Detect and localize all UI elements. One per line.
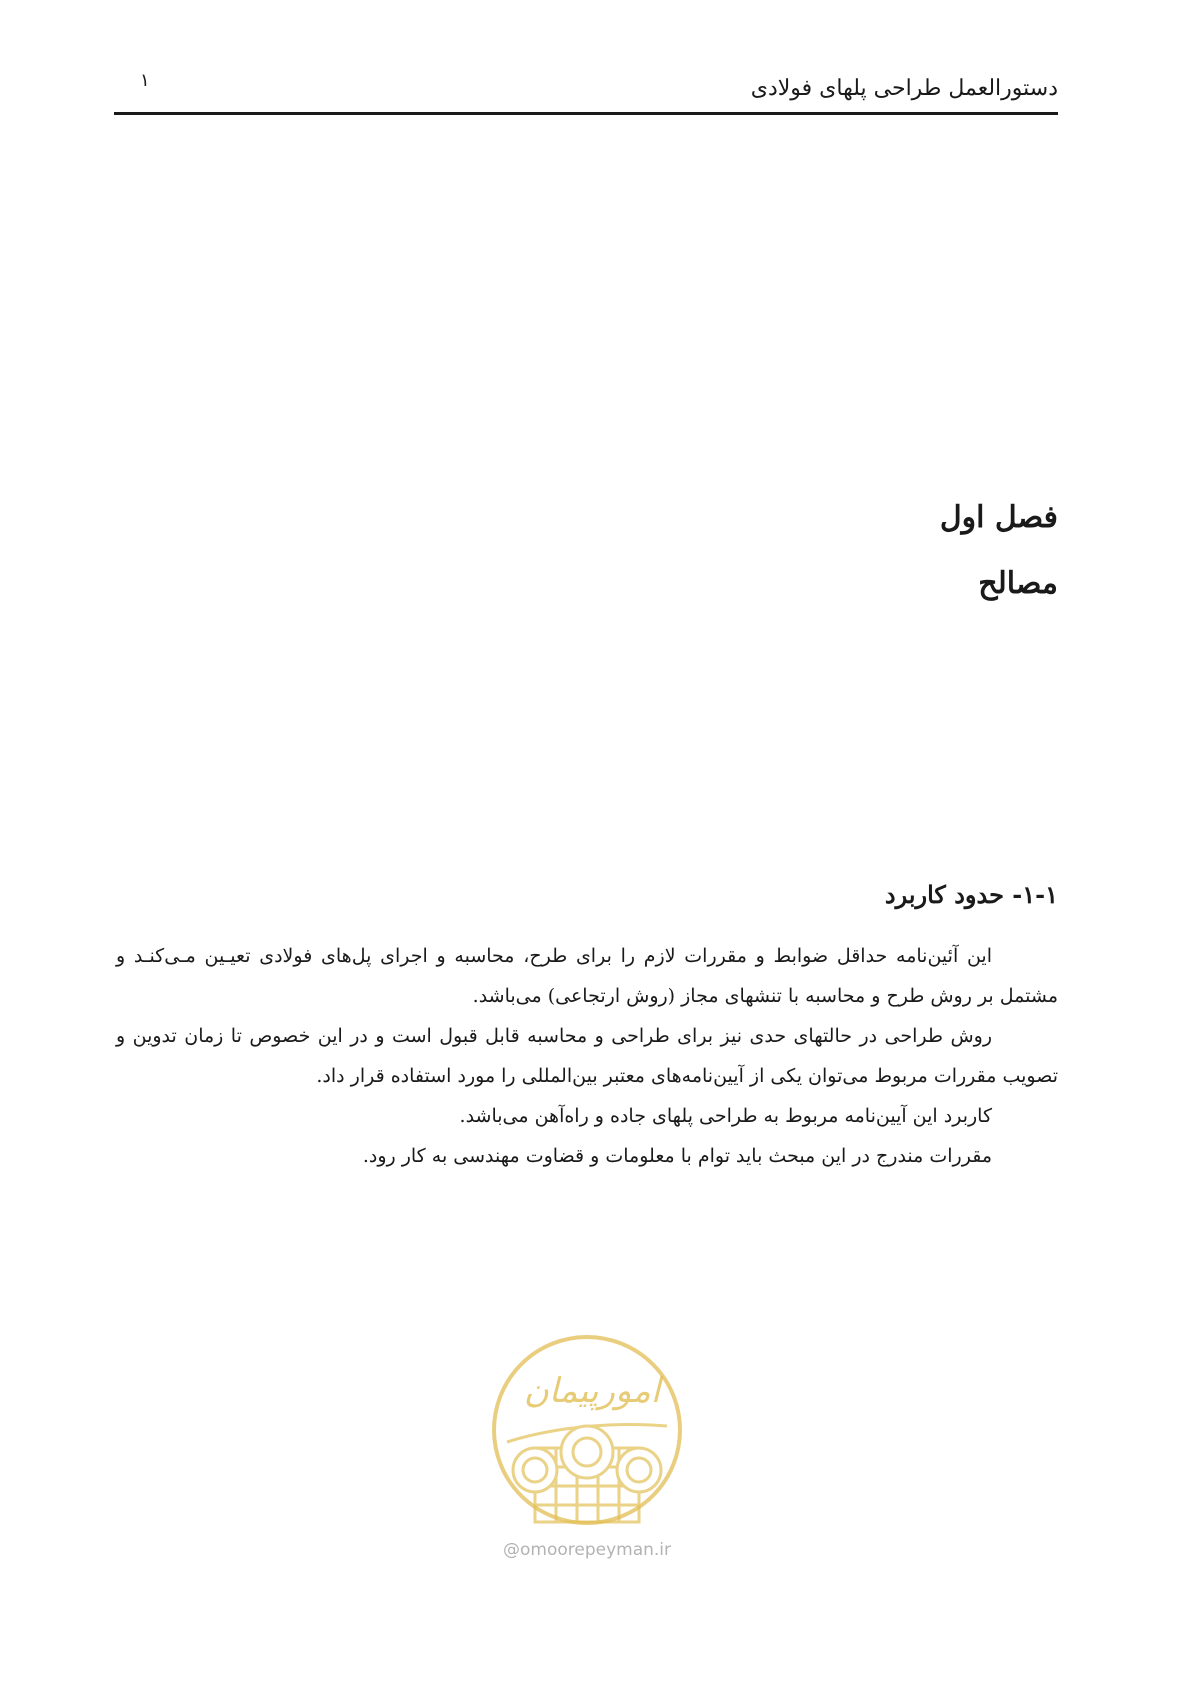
page-number: ۱ [140, 70, 150, 91]
watermark-logo-icon [487, 1330, 687, 1530]
paragraph: کاربرد این آیین‌نامه مربوط به طراحی پلهای جاده و راه‌آهن می‌باشد. [459, 1105, 992, 1127]
section-heading: ۱-۱- حدود کاربرد [884, 880, 1058, 909]
chapter-number: فصل اول [939, 500, 1058, 535]
chapter-title: مصالح [978, 566, 1058, 601]
paragraph: مقررات مندرج در این مبحث باید توام با معلومات و قضاوت مهندسی به کار رود. [362, 1145, 992, 1167]
header-rule [114, 112, 1058, 115]
watermark-logo-text: امورپیمان [523, 1371, 661, 1411]
watermark-url: @omoorepeyman.ir [502, 1540, 672, 1560]
body-text [116, 936, 1058, 1176]
paragraph: این آئین‌نامه حداقل ضوابط و مقررات لازم را برای طرح، محاسبه و اجرای پل‌های فولادی تعیـین مـی‌کنـد و مشتمل بر روش طرح و محاسبه با تنشهای مجاز (روش ارتجاعی) می‌باشد. [116, 945, 1058, 1007]
paragraph: روش طراحی در حالتهای حدی نیز برای طراحی و محاسبه قابل قبول است و در این خصوص تا زمان تدوین و تصویب مقررات مربوط می‌توان یکی از آیین‌نامه‌های معتبر بین‌المللی را مورد استفاده قرار داد. [116, 1025, 1058, 1087]
running-header: دستورالعمل طراحی پلهای فولادی [750, 76, 1058, 101]
watermark [487, 1330, 687, 1570]
